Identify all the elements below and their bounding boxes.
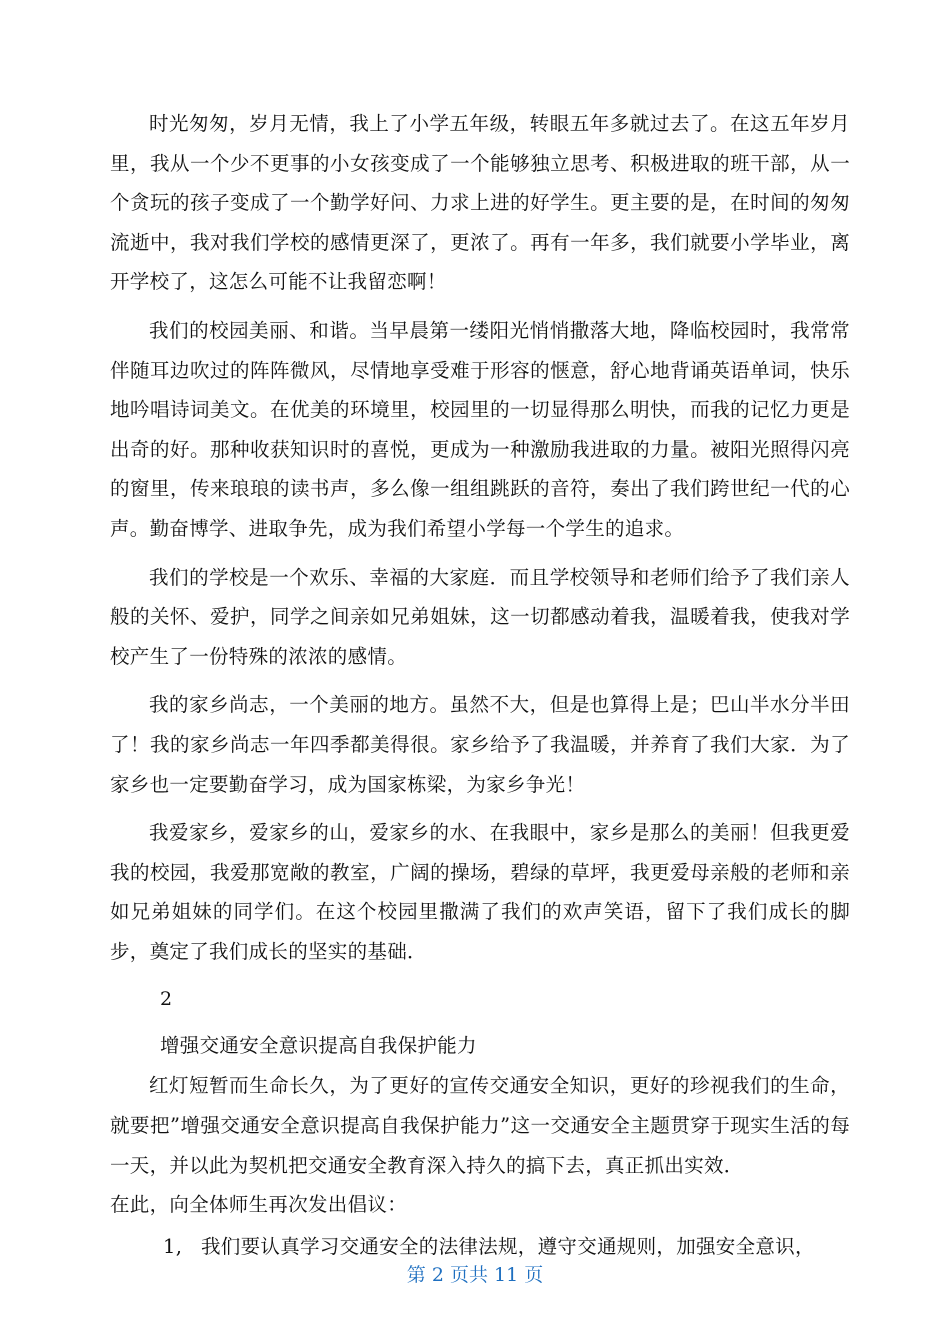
section-paragraph: 红灯短暂而生命长久，为了更好的宣传交通安全知识，更好的珍视我们的生命，就要把”增强交通安全意识提高自我保护能力”这一交通安全主题贯穿于现实生活的每一天，并以此为契机把交通安全教育深入持久的搞下去，真正抓出实效．: [110, 1074, 850, 1177]
list-item-text: 我们要认真学习交通安全的法律法规，遵守交通规则，加强安全意识，: [201, 1234, 815, 1258]
section-number: 2: [160, 988, 173, 1011]
page-footer: 第 2 页共 11 页: [406, 1264, 544, 1286]
paragraph-4: 我的家乡尚志，一个美丽的地方。虽然不大，但是也算得上是；巴山半水分半田了！我的家乡尚志一年四季都美得很。家乡给予了我温暖，并养育了我们大家．为了家乡也一定要勤奋学习，成为国家栋梁，为家乡争光！: [110, 693, 850, 796]
paragraph-5: 我爱家乡，爱家乡的山，爱家乡的水、在我眼中，家乡是那么的美丽！但我更爱我的校园，我爱那宽敞的教室，广阔的操场，碧绿的草坪，我更爱母亲般的老师和亲如兄弟姐妹的同学们。在这个校园里撒满了我们的欢声笑语，留下了我们成长的脚步，奠定了我们成长的坚实的基础．: [110, 821, 850, 963]
paragraph-1: 时光匆匆，岁月无情，我上了小学五年级，转眼五年多就过去了。在这五年岁月里，我从一个少不更事的小女孩变成了一个能够独立思考、积极进取的班干部，从一个贪玩的孩子变成了一个勤学好问、力求上进的好学生。更主要的是，在时间的匆匆流逝中，我对我们学校的感情更深了，更浓了。再有一年多，我们就要小学毕业，离开学校了，这怎么可能不让我留恋啊！: [110, 112, 850, 294]
paragraph-3: 我们的学校是一个欢乐、幸福的大家庭．而且学校领导和老师们给予了我们亲人般的关怀、爱护，同学之间亲如兄弟姐妹，这一切都感动着我，温暖着我，使我对学校产生了一份特殊的浓浓的感情。: [110, 565, 850, 668]
section-title: 增强交通安全意识提高自我保护能力: [160, 1034, 477, 1058]
section-intro: 在此，向全体师生再次发出倡议：: [110, 1193, 408, 1217]
paragraph-2: 我们的校园美丽、和谐。当早晨第一缕阳光悄悄撒落大地，降临校园时，我常常伴随耳边吹过的阵阵微风，尽情地享受难于形容的惬意，舒心地背诵英语单词，快乐地吟唱诗词美文。在优美的环境里，校园里的一切显得那么明快，而我的记忆力更是出奇的好。那种收获知识时的喜悦，更成为一种激励我进取的力量。被阳光照得闪亮的窗里，传来琅琅的读书声，多么像一组组跳跃的音符，奏出了我们跨世纪一代的心声。勤奋博学、进取争先，成为我们希望小学每一个学生的追求。: [110, 318, 850, 540]
list-item-number: 1,: [163, 1234, 183, 1258]
document-page: [110, 104, 850, 1267]
